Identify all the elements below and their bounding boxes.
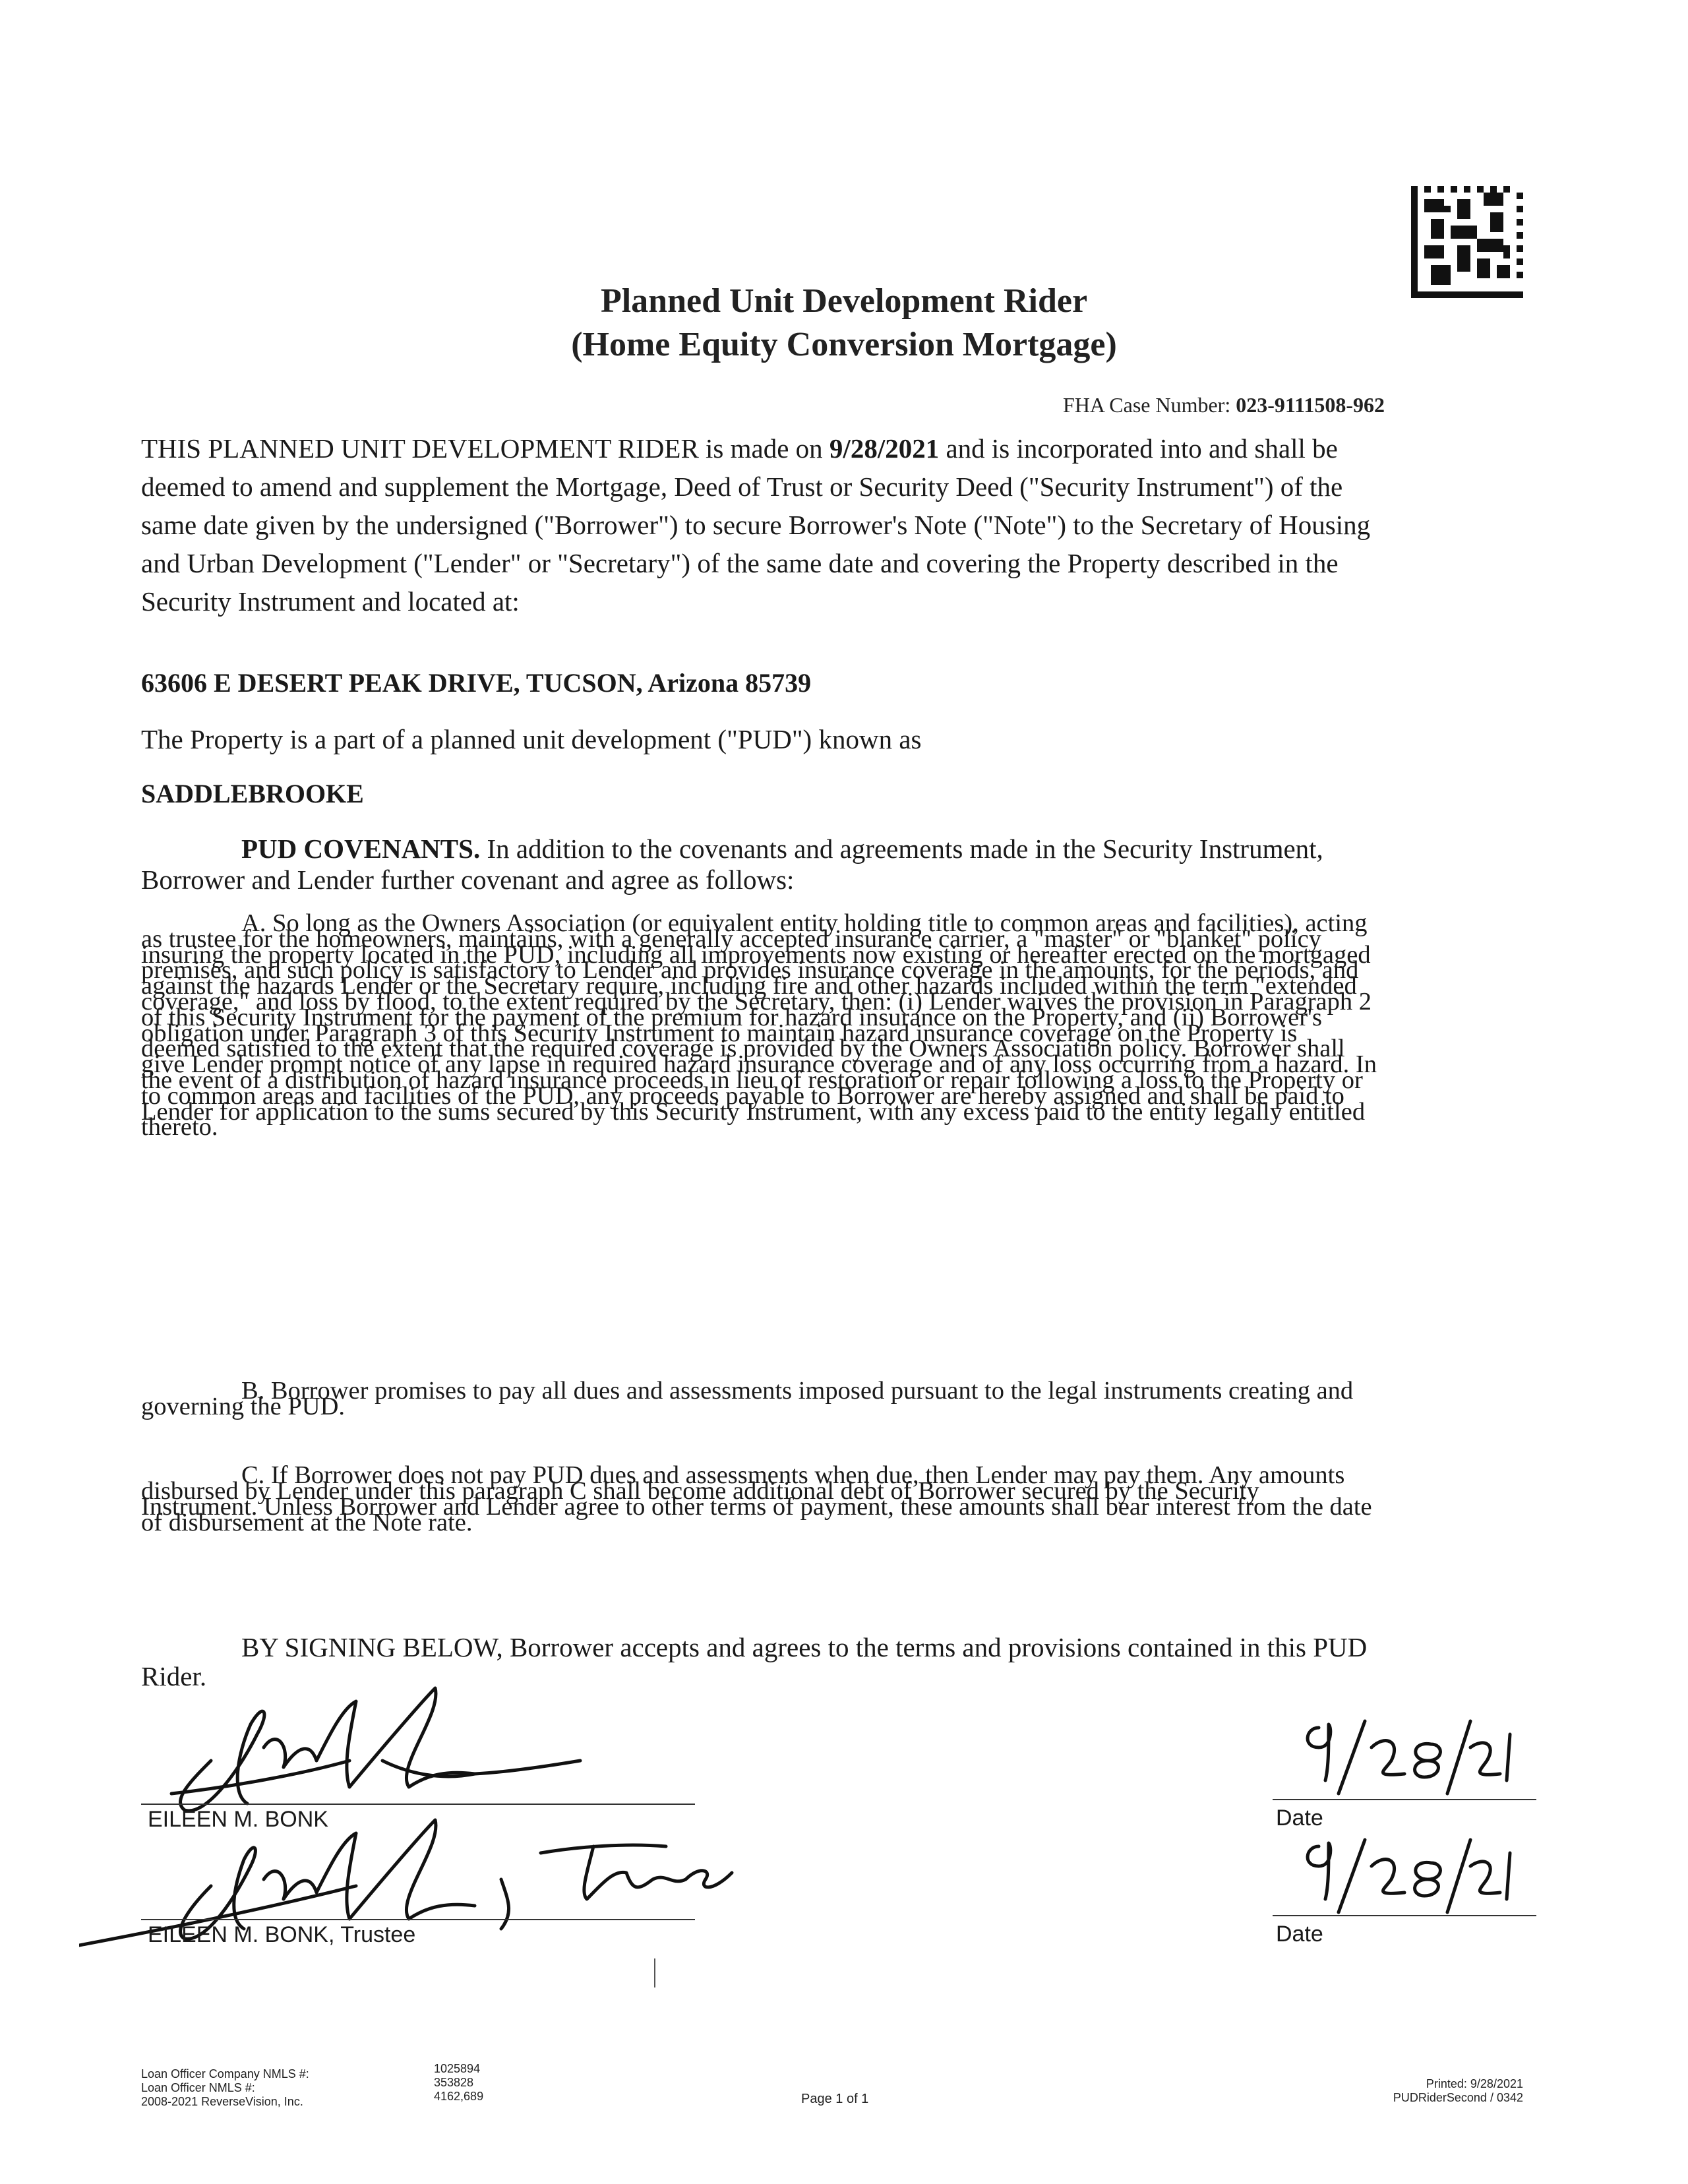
paragraph-c: C. If Borrower does not pay PUD dues and assessments when due, then Lender may pay them. Any amounts disbursed by Lender under this paragraph C shall become additional debt of Borrower secured by the Security Instrument. Unless Borrower and Lender agree to other terms of payment, these amounts shall bear interest from the date of disbursement at the Note rate. [141,1461,1372,1536]
pud-name: SADDLEBROOKE [141,779,364,808]
footer-right [1253,2077,1523,2105]
paragraph-a: A. So long as the Owners Association (or equivalent entity holding title to common areas and facilities), acting as trustee for the homeowners, maintains, with a generally accepted insurance carrier, a "master" or "blanket" policy insuring the property located in the PUD, including all improvements now existing or hereafter erected on the mortgaged premises, and such policy is satisfactory to Lender and provides insurance coverage in the amounts, for the periods, and against the hazards Lender or the Secretary require, including fire and other hazards included within the term "extended coverage," and loss by flood, to the extent required by the Secretary, then: (i) Lender waives the provision in Paragraph 2 of this Security Instrument for the payment of the premium for hazard insurance on the Property, and (ii) Borrower's obligation under Paragraph 3 of this Security Instrument to maintain hazard insurance coverage on the Property is deemed satisfied to the extent that the required coverage is provided by the Owners Association policy. Borrower shall give Lender prompt notice of any lapse in required hazard insurance coverage and of any loss occurring from a hazard. In the event of a distribution of hazard insurance proceeds in lieu of restoration or repair following a loss to the Property or to common areas and facilities of the PUD, any proceeds payable to Borrower are hereby assigned and shall be paid to Lender for application to the sums secured by this Security Instrument, with any excess paid to the entity legally entitled thereto. [141,909,1377,1141]
intro-text-2: and is incorporated into and shall be deemed to amend and supplement the Mortgage, Deed of Trust or Security Deed ("Security Instrument") of the same date given by the undersigned ("Borrower") to secure Borrower's Note ("Note") to the Secretary of Housing and Urban Development ("Lender" or "Secretary") of the same date and covering the Property described in the Security Instrument and located at: [141,433,1371,617]
signer-name-1: EILEEN M. BONK [148,1807,328,1832]
signature-line-1 [141,1804,695,1805]
company-nmls-label: Loan Officer Company NMLS #: [141,2067,309,2080]
document-title [0,280,1688,367]
title-line-2: (Home Equity Conversion Mortgage) [571,326,1117,363]
covenants-intro [141,834,1381,895]
covenants-intro-text: In addition to the covenants and agreements made in the Security Instrument, Borrower and Lender further covenant and agree as follows: [141,834,1323,895]
intro-text-1: THIS PLANNED UNIT DEVELOPMENT RIDER is made on [141,433,829,464]
handwritten-date-1 [1292,1708,1530,1800]
intro-paragraph [141,429,1381,621]
handwritten-date-2 [1292,1827,1530,1919]
printed-date: Printed: 9/28/2021 [1426,2077,1523,2090]
paragraph-b: B. Borrower promises to pay all dues and assessments imposed pursuant to the legal instruments creating and governing the PUD. [141,1377,1354,1420]
footer-left-values [434,2062,566,2104]
page-number: Page 1 of 1 [801,2092,869,2106]
doc-number: 4162,689 [434,2090,484,2103]
covenants-heading: PUD COVENANTS. [241,834,481,864]
fha-number: 023-9111508-962 [1236,393,1385,417]
signature-line-2 [141,1919,695,1920]
officer-nmls-label: Loan Officer NMLS #: [141,2081,255,2094]
form-code: PUDRiderSecond / 0342 [1393,2091,1523,2104]
pud-sentence: The Property is a part of a planned unit development ("PUD") known as [141,724,922,754]
date-label-1: Date [1276,1805,1323,1831]
company-nmls-value: 1025894 [434,2062,481,2075]
fha-case-number [1002,393,1385,417]
fha-label: FHA Case Number: [1063,393,1231,417]
signature-1 [132,1662,593,1820]
date-line-2 [1273,1915,1536,1916]
rider-date: 9/28/2021 [829,433,940,464]
signer-name-2: EILEEN M. BONK, Trustee [148,1922,416,1947]
signing-statement: BY SIGNING BELOW, Borrower accepts and agrees to the terms and provisions contained in this PUD Rider. [141,1632,1368,1691]
date-label-2: Date [1276,1922,1323,1947]
footer-left-labels [141,2067,405,2109]
copyright: 2008-2021 ReverseVision, Inc. [141,2095,303,2108]
scan-mark [654,1958,655,1987]
officer-nmls-value: 353828 [434,2076,474,2089]
title-line-1: Planned Unit Development Rider [600,282,1088,320]
property-address: 63606 E DESERT PEAK DRIVE, TUCSON, Arizona 85739 [141,668,812,698]
date-line-1 [1273,1799,1536,1800]
